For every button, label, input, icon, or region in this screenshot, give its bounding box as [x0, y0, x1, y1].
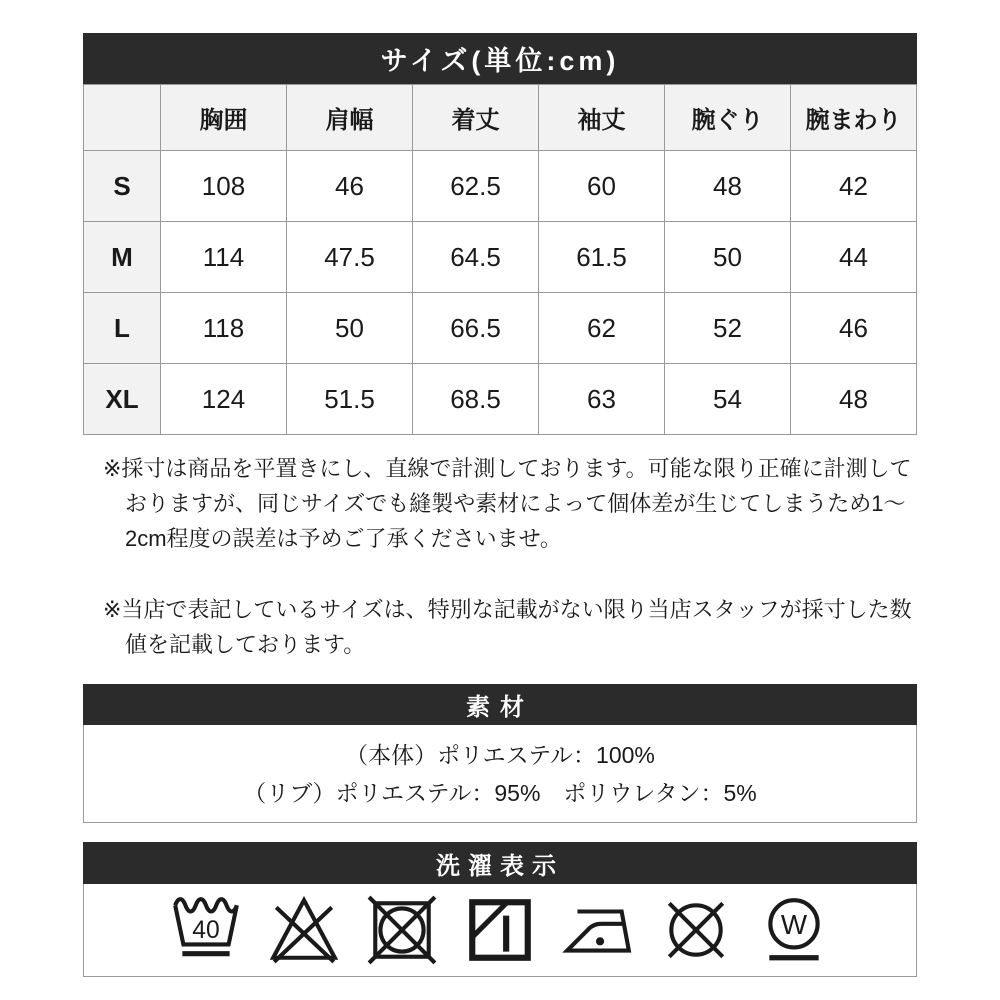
material-line-body: （本体）ポリエステル：100% [345, 741, 655, 768]
no-dry-clean-icon [658, 893, 734, 967]
note-measurement-accuracy: ※採寸は商品を平置きにし、直線で計測しております。可能な限り正確に計測しておりますが、同じサイズでも縫製や素材によって個体差が生じてしまうため1～2cm程度の誤差は予めご了承くださいませ。 [103, 456, 912, 551]
table-row-l [84, 293, 917, 364]
cell-value: 124 [161, 364, 287, 435]
column-header-armhole: 腕ぐり [665, 85, 791, 151]
cell-value: 62 [539, 293, 665, 364]
cell-value: 47.5 [287, 222, 413, 293]
cell-value: 63 [539, 364, 665, 435]
cell-value: 64.5 [413, 222, 539, 293]
table-row-s [84, 151, 917, 222]
wet-clean-letter: W [780, 909, 808, 941]
row-label: XL [84, 364, 161, 435]
measurement-notes [103, 451, 921, 662]
cell-value: 42 [791, 151, 917, 222]
column-header-length: 着丈 [413, 85, 539, 151]
cell-value: 51.5 [287, 364, 413, 435]
column-header-arm-circumference: 腕まわり [791, 85, 917, 151]
cell-value: 44 [791, 222, 917, 293]
wash-temp-label: 40 [192, 917, 220, 945]
laundry-symbols-row [83, 884, 917, 977]
note-staff-measured: ※当店で表記しているサイズは、特別な記載がない限り当店スタッフが採寸した数値を記載しております。 [103, 597, 912, 657]
size-table [83, 84, 917, 435]
cell-value: 66.5 [413, 293, 539, 364]
table-row-xl [84, 364, 917, 435]
no-tumble-dry-icon [364, 893, 440, 967]
row-label: L [84, 293, 161, 364]
iron-dot [596, 937, 604, 945]
size-section-title-bar [83, 33, 917, 84]
cell-value: 61.5 [539, 222, 665, 293]
row-label: S [84, 151, 161, 222]
cell-value: 54 [665, 364, 791, 435]
cell-value: 50 [287, 293, 413, 364]
cell-value: 52 [665, 293, 791, 364]
content-column [83, 33, 917, 977]
column-header-shoulder: 肩幅 [287, 85, 413, 151]
material-section-title: 素材 [466, 694, 534, 721]
cell-value: 46 [287, 151, 413, 222]
material-section-title-bar [83, 684, 917, 725]
cell-value: 46 [791, 293, 917, 364]
cell-value: 68.5 [413, 364, 539, 435]
table-row-m [84, 222, 917, 293]
cell-value: 108 [161, 151, 287, 222]
wet-clean-gentle-icon [756, 893, 832, 967]
size-section-title: サイズ(単位:cm) [380, 46, 620, 76]
cell-value: 48 [791, 364, 917, 435]
cell-value: 114 [161, 222, 287, 293]
laundry-section-title: 洗濯表示 [436, 852, 564, 880]
material-line-rib: （リブ）ポリエステル：95% ポリウレタン：5% [243, 779, 757, 806]
cell-value: 60 [539, 151, 665, 222]
cell-value: 118 [161, 293, 287, 364]
laundry-section-title-bar [83, 842, 917, 884]
size-table-header-row [84, 85, 917, 151]
corner-cell [84, 85, 161, 151]
cell-value: 48 [665, 151, 791, 222]
cell-value: 62.5 [413, 151, 539, 222]
row-label: M [84, 222, 161, 293]
wash-40-gentle-icon [168, 893, 244, 967]
iron-low-icon [560, 893, 636, 967]
column-header-sleeve: 袖丈 [539, 85, 665, 151]
column-header-chest: 胸囲 [161, 85, 287, 151]
cell-value: 50 [665, 222, 791, 293]
dry-in-shade-icon [462, 893, 538, 967]
material-details [83, 725, 917, 823]
no-bleach-icon [266, 893, 342, 967]
